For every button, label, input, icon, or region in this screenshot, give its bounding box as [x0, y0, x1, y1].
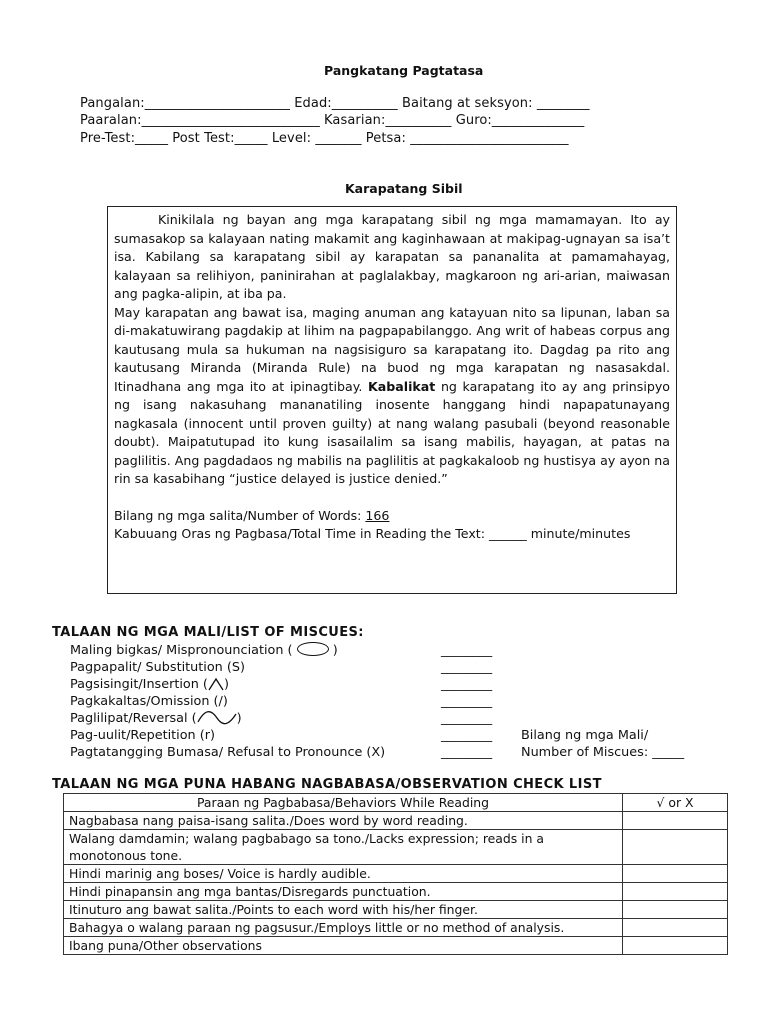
miscue-blanks [441, 642, 492, 761]
miscue-label: Maling bigkas/ Mispronounciation ( [70, 643, 293, 658]
table-row [64, 937, 728, 955]
reading-time-line: Kabuuang Oras ng Pagbasa/Total Time in Reading the Text: ______ minute/minutes [114, 526, 631, 541]
word-count-line [114, 507, 670, 526]
check-cell[interactable] [623, 937, 728, 955]
table-header-row [64, 794, 728, 812]
table-row [64, 865, 728, 883]
wave-icon [197, 711, 237, 725]
miscue-label: Pag-uulit/Repetition (r) [70, 728, 215, 743]
miscue-label: Paglilipat/Reversal ( [70, 711, 197, 726]
passage-title: Karapatang Sibil [345, 181, 463, 196]
miscue-blank: ________ [441, 677, 493, 692]
behavior-cell: Bahagya o walang paraan ng pagsusur./Employs little or no method of analysis. [64, 919, 623, 937]
behavior-cell: Ibang puna/Other observations [64, 937, 623, 955]
passage-paragraph-1: Kinikilala ng bayan ang mga karapatang sibil ng mga mamamayan. Ito ay sumasakop sa kalayaan nating makamit ang kaginhawaan at makipag-ugnayan sa isa’t isa. Kabilang sa karapatang sibil ay karapatan sa pananalita at pamamahayag, kalayaan sa relihiyon, paninirahan at paglalakbay, magkaroon ng ari-arian, maiwasan ang pagka-alipin, at iba pa. [114, 212, 670, 301]
check-cell[interactable] [623, 830, 728, 865]
miscue-reversal [70, 710, 385, 727]
check-cell[interactable] [623, 883, 728, 901]
word-count-label: Bilang ng mga salita/Number of Words: [114, 507, 362, 523]
passage-text [114, 211, 670, 544]
miscue-list [70, 642, 385, 761]
behavior-cell: Itinuturo ang bawat salita./Points to each word with his/her finger. [64, 901, 623, 919]
miscues-heading: TALAAN NG MGA MALI/LIST OF MISCUES: [52, 625, 364, 640]
passage-paragraph-2-start: May karapatan ang bawat isa, maging anuman ang katayuan nito sa lipunan, laban sa di-makatuwirang pagdakip at lihim na pagpapabilanggo. Ang writ of habeas corpus ang kautusang mula sa hukuman na nagsisiguro sa karapatang ito. Dagdag pa rito ang kautusang Miranda (Miranda Rule) na buod ng mga karapatan ng nasasakdal. Itinadhana ang mga ito at ipinagtibay. [114, 304, 670, 394]
miscue-label-end: ) [332, 643, 338, 658]
check-cell[interactable] [623, 812, 728, 830]
passage-paragraph-2 [114, 304, 670, 489]
miscue-refusal [70, 744, 385, 761]
table-row [64, 919, 728, 937]
table-row [64, 830, 728, 865]
miscue-blank: ________ [441, 643, 493, 658]
check-cell[interactable] [623, 901, 728, 919]
page-title: Pangkatang Pagtatasa [324, 63, 484, 78]
miscue-label: Pagkakaltas/Omission (/) [70, 694, 228, 709]
behavior-cell: Nagbabasa nang paisa-isang salita./Does word by word reading. [64, 812, 623, 830]
word-count-value: 166 [365, 507, 390, 523]
passage-paragraph-2-end: ng karapatang ito ay ang prinsipyo ng isang nakasuhang mananatiling inosente hanggang hindi napapatunayang nagkasala (innocent until proven guilty) at nang walang pasubali (beyond reasonable doubt). Maipatutupad ito kung isasailalim sa isang mabilis, hayagan, at patas na paglilitis. Ang pagdadaos ng mabilis na paglilitis at pagkakaloob ng hustisya ay ayon na rin sa kasabihang “justice delayed is justice denied.” [114, 378, 670, 486]
table-row [64, 812, 728, 830]
miscue-blank: ________ [441, 660, 493, 675]
table-row [64, 901, 728, 919]
miscue-label-end: ) [223, 677, 229, 692]
miscue-blank: ________ [441, 745, 493, 760]
miscue-total-count: Number of Miscues: _____ [521, 745, 685, 760]
miscue-label-end: ) [236, 711, 242, 726]
header-line-name: Pangalan:______________________ Edad:__________ Baitang at seksyon: ________ [80, 96, 590, 111]
miscue-label: Pagpapalit/ Substitution (S) [70, 660, 245, 675]
miscue-total-label: Bilang ng mga Mali/ [521, 728, 649, 743]
checklist-heading: TALAAN NG MGA PUNA HABANG NAGBABASA/OBSERVATION CHECK LIST [52, 777, 602, 792]
behavior-cell: Hindi pinapansin ang mga bantas/Disregards punctuation. [64, 883, 623, 901]
miscue-mispronunciation [70, 642, 385, 659]
miscue-label: Pagsisingit/Insertion ( [70, 677, 208, 692]
check-cell[interactable] [623, 919, 728, 937]
behavior-cell: Walang damdamin; walang pagbabago sa tono./Lacks expression; reads in a monotonous tone. [64, 830, 623, 865]
header-line-school: Paaralan:___________________________ Kasarian:__________ Guro:______________ [80, 113, 585, 128]
miscue-insertion [70, 676, 385, 693]
oval-icon [297, 642, 329, 656]
miscue-omission [70, 693, 385, 710]
behavior-cell: Hindi marinig ang boses/ Voice is hardly audible. [64, 865, 623, 883]
miscue-blank: ________ [441, 694, 493, 709]
table-row [64, 883, 728, 901]
check-cell[interactable] [623, 865, 728, 883]
miscue-blank: ________ [441, 728, 493, 743]
miscue-substitution [70, 659, 385, 676]
miscue-label: Pagtatangging Bumasa/ Refusal to Pronounce (X) [70, 745, 386, 760]
header-line-test: Pre-Test:_____ Post Test:_____ Level: _______ Petsa: ________________________ [80, 131, 569, 146]
passage-bold-word: Kabalikat [368, 378, 436, 394]
behaviors-column-header: Paraan ng Pagbabasa/Behaviors While Reading [64, 794, 623, 812]
check-column-header: √ or X [623, 794, 728, 812]
caret-icon [208, 677, 224, 691]
miscue-repetition [70, 727, 385, 744]
miscue-blank: ________ [441, 711, 493, 726]
observation-checklist-table [63, 793, 728, 955]
